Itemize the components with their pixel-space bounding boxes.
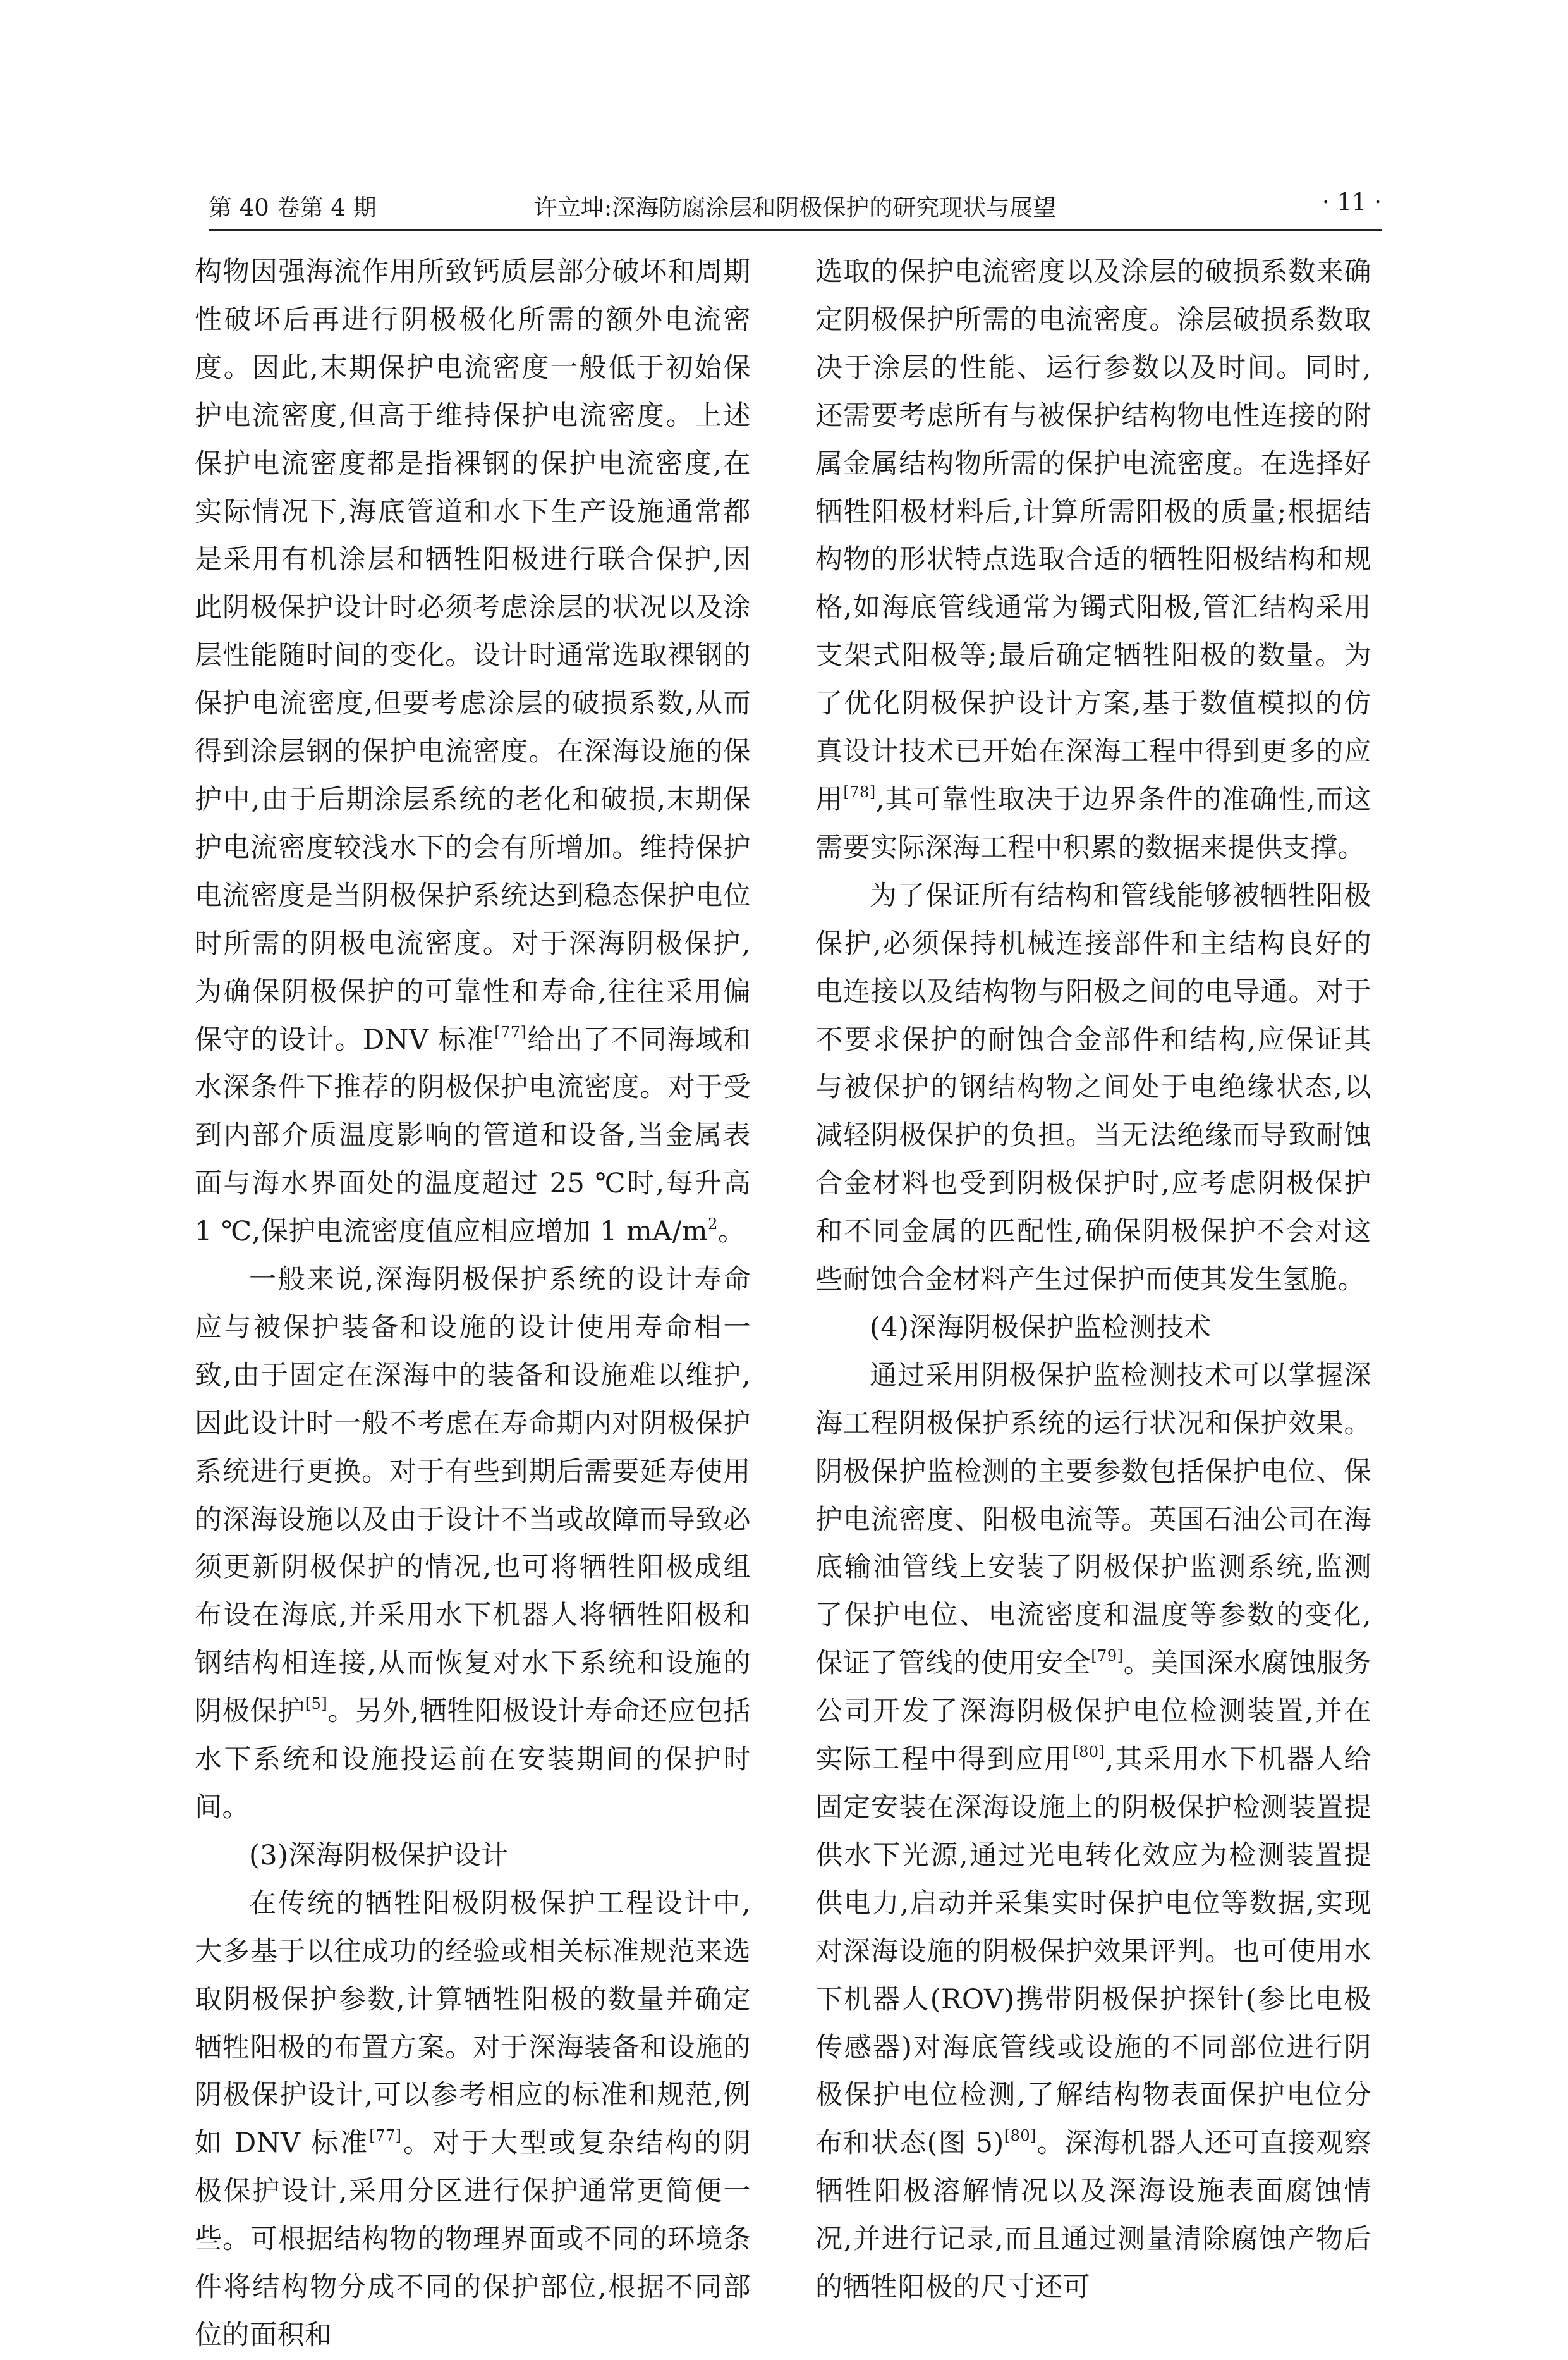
citation: [80]	[1073, 1743, 1105, 1761]
text: 选取的保护电流密度以及涂层的破损系数来确定阴极保护所需的电流密度。涂层破损系数取决于涂层的性能、运行参数以及时间。同时,还需要考虑所有与被保护结构物电性连接的附属金属结构物所需的保护电流密度。在选择好牺牲阳极材料后,计算所需阳极的质量;根据结构物的形状特点选取合适的牺牲阳极结构和规格,如海底管线通常为镯式阳极,管汇结构采用支架式阳极等;最后确定牺牲阳极的数量。为了优化阴极保护设计方案,基于数值模拟的仿真设计技术已开始在深海工程中得到更多的应用	[815, 256, 1371, 816]
paragraph	[195, 248, 751, 1256]
text: 通过采用阴极保护监检测技术可以掌握深海工程阴极保护系统的运行状况和保护效果。阴极保护监检测的主要参数包括保护电位、保护电流密度、阳极电流等。英国石油公司在海底输油管线上安装了阴极保护监测系统,监测了保护电位、电流密度和温度等参数的变化,保证了管线的使用安全	[815, 1359, 1371, 1680]
running-title: 许立坤:深海防腐涂层和阴极保护的研究现状与展望	[533, 194, 1057, 221]
text: ,其可靠性取决于边界条件的准确性,而这需要实际深海工程中积累的数据来提供支撑。	[815, 783, 1371, 864]
citation: [5]	[305, 1695, 328, 1713]
text: 。另外,牺牲阳极设计寿命还应包括水下系统和设施投运前在安装期间的保护时间。	[195, 1696, 751, 1823]
journal-volume: 第 40 卷第 4 期	[209, 194, 377, 221]
citation: [77]	[369, 2127, 402, 2145]
right-column	[815, 248, 1371, 2312]
paragraph	[815, 1352, 1371, 2312]
text: 。	[717, 1216, 746, 1248]
text: 一般来说,深海阴极保护系统的设计寿命应与被保护装备和设施的设计使用寿命相一致,由于固定在深海中的装备和设施难以维护,因此设计时一般不考虑在寿命期内对阴极保护系统进行更换。对于有些到期后需要延寿使用的深海设施以及由于设计不当或故障而导致必须更新阴极保护的情况,也可将牺牲阳极成组布设在海底,并采用水下机器人将牺牲阳极和钢结构相连接,从而恢复对水下系统和设施的阴极保护	[195, 1264, 751, 1728]
section-heading: (3)深海阴极保护设计	[249, 1839, 509, 1871]
superscript: 2	[708, 1215, 718, 1233]
citation: [80]	[1004, 2127, 1037, 2145]
paragraph	[815, 248, 1371, 872]
citation: [79]	[1091, 1647, 1124, 1665]
text: 。美国深水腐蚀服务公司开发了深海阴极保护电位检测装置,并在实际工程中得到应用	[815, 1648, 1372, 1776]
running-header	[209, 183, 1382, 221]
paragraph	[195, 1256, 751, 1832]
text: 构物因强海流作用所致钙质层部分破坏和周期性破坏后再进行阴极极化所需的额外电流密度。因此,末期保护电流密度一般低于初始保护电流密度,但高于维持保护电流密度。上述保护电流密度都是指裸钢的保护电流密度,在实际情况下,海底管道和水下生产设施通常都是采用有机涂层和牺牲阳极进行联合保护,因此阴极保护设计时必须考虑涂层的状况以及涂层性能随时间的变化。设计时通常选取裸钢的保护电流密度,但要考虑涂层的破损系数,从而得到涂层钢的保护电流密度。在深海设施的保护中,由于后期涂层系统的老化和破损,末期保护电流密度较浅水下的会有所增加。维持保护电流密度是当阴极保护系统达到稳态保护电位时所需的阴极电流密度。对于深海阴极保护,为确保阴极保护的可靠性和寿命,往往采用偏保守的设计。DNV 标准	[195, 256, 751, 1056]
citation: [78]	[843, 783, 876, 801]
section-heading: (4)深海阴极保护监检测技术	[870, 1311, 1212, 1343]
header-rule	[209, 229, 1382, 231]
paragraph	[195, 1880, 751, 2360]
paragraph: 为了保证所有结构和管线能够被牺牲阳极保护,必须保持机械连接部件和主结构良好的电连接以及结构物与阳极之间的电导通。对于不要求保护的耐蚀合金部件和结构,应保证其与被保护的钢结构物之间处于电绝缘状态,以减轻阴极保护的负担。当无法绝缘而导致耐蚀合金材料也受到阴极保护时,应考虑阴极保护和不同金属的匹配性,确保阴极保护不会对这些耐蚀合金材料产生过保护而使其发生氢脆。	[815, 879, 1371, 1296]
text: 在传统的牺牲阳极阴极保护工程设计中,大多基于以往成功的经验或相关标准规范来选取阴极保护参数,计算牺牲阳极的数量并确定牺牲阳极的布置方案。对于深海装备和设施的阴极保护设计,可以参考相应的标准和规范,例如 DNV 标准	[195, 1887, 751, 2160]
page-number: · 11 ·	[1322, 188, 1382, 216]
text: ,其采用水下机器人给固定安装在深海设施上的阴极保护检测装置提供水下光源,通过光电转化效应为检测装置提供电力,启动并采集实时保护电位等数据,实现对深海设施的阴极保护效果评判。也可使用水下机器人(ROV)携带阴极保护探针(参比电极传感器)对海底管线或设施的不同部位进行阴极保护电位检测,了解结构物表面保护电位分布和状态(图 5)	[815, 1744, 1371, 2160]
text: 。深海机器人还可直接观察牺牲阳极溶解情况以及深海设施表面腐蚀情况,并进行记录,而且通过测量清除腐蚀产物后的牺牲阳极的尺寸还可	[815, 2127, 1372, 2304]
text: 给出了不同海域和水深条件下推荐的阴极保护电流密度。对于受到内部介质温度影响的管道和设备,当金属表面与海水界面处的温度超过 25 ℃时,每升高 1 ℃,保护电流密度值应相应增加 1 mA/m	[195, 1024, 751, 1248]
citation: [77]	[494, 1023, 527, 1041]
left-column	[195, 248, 751, 2360]
text: 。对于大型或复杂结构的阴极保护设计,采用分区进行保护通常更简便一些。可根据结构物的物理界面或不同的环境条件将结构物分成不同的保护部位,根据不同部位的面积和	[195, 2127, 751, 2351]
